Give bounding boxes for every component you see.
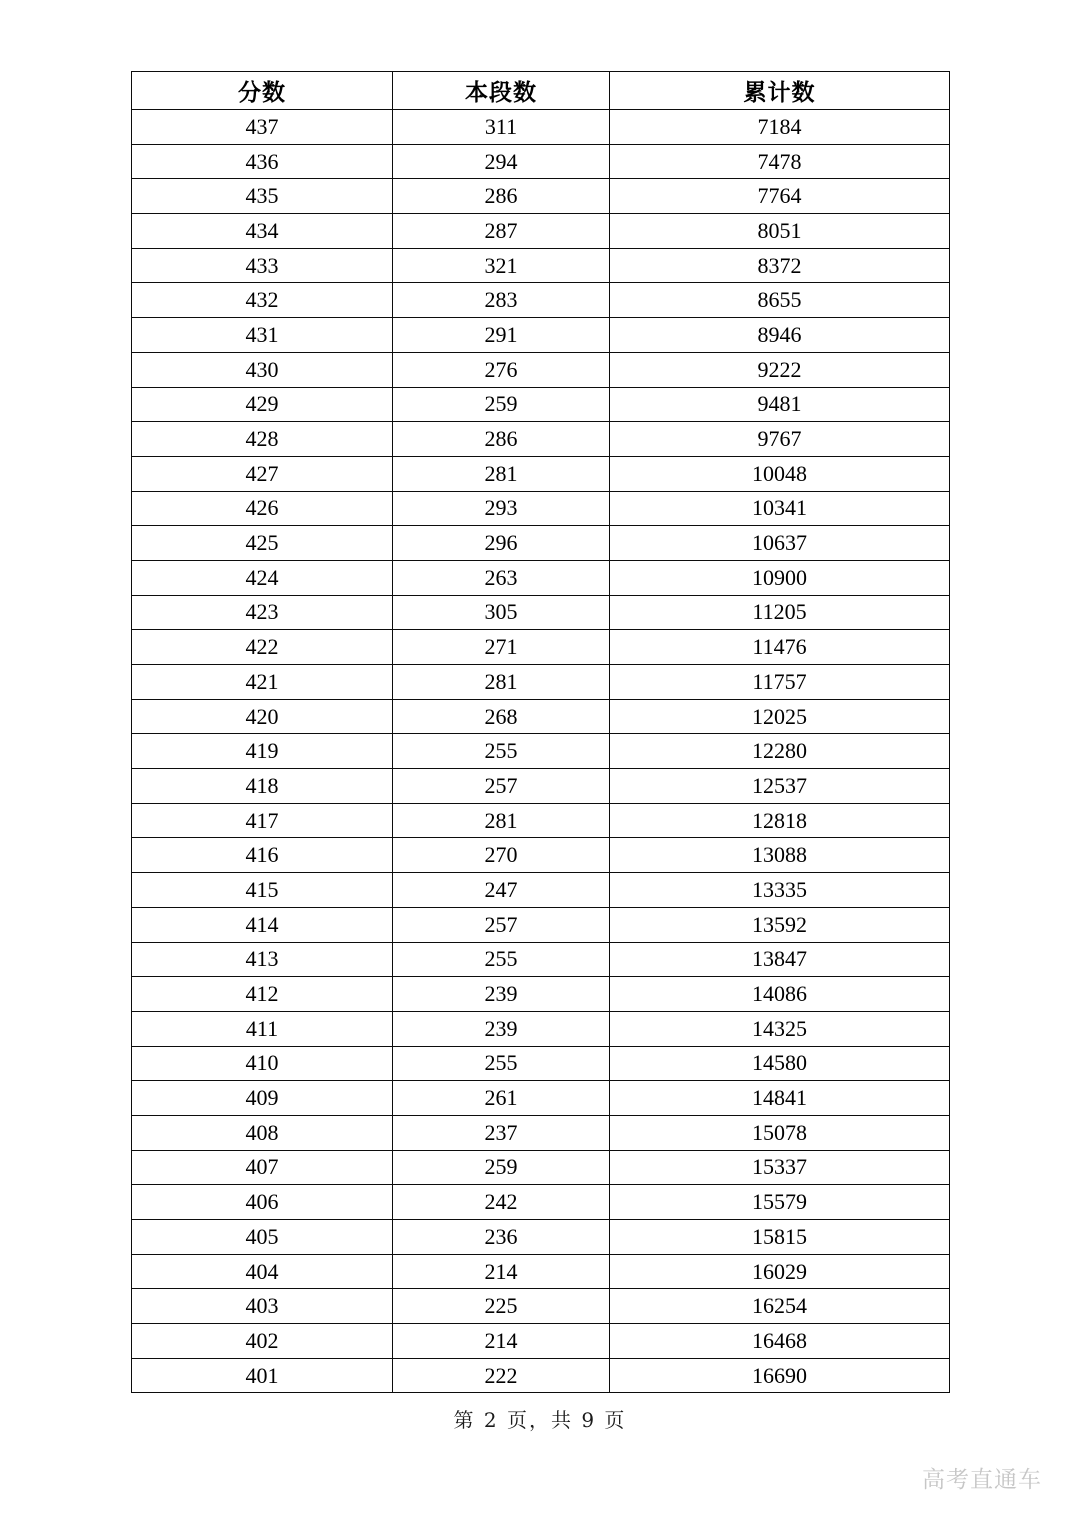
- table-row: [132, 769, 950, 804]
- cell-segment-count: 255: [393, 942, 610, 977]
- cell-segment-count: 293: [393, 491, 610, 526]
- table-row: [132, 595, 950, 630]
- table-row: [132, 942, 950, 977]
- cell-cumulative-count: 12025: [610, 699, 950, 734]
- cell-cumulative-count: 15815: [610, 1220, 950, 1255]
- cell-segment-count: 225: [393, 1289, 610, 1324]
- cell-score: 435: [132, 179, 393, 214]
- cell-segment-count: 296: [393, 526, 610, 561]
- cell-segment-count: 255: [393, 1046, 610, 1081]
- column-header-segment-count: 本段数: [393, 72, 610, 110]
- table-row: [132, 1150, 950, 1185]
- table-row: [132, 526, 950, 561]
- cell-cumulative-count: 11205: [610, 595, 950, 630]
- cell-score: 418: [132, 769, 393, 804]
- cell-score: 412: [132, 977, 393, 1012]
- cell-segment-count: 259: [393, 1150, 610, 1185]
- cell-cumulative-count: 14086: [610, 977, 950, 1012]
- cell-score: 436: [132, 144, 393, 179]
- cell-score: 420: [132, 699, 393, 734]
- table-row: [132, 144, 950, 179]
- cell-score: 413: [132, 942, 393, 977]
- cell-cumulative-count: 9222: [610, 352, 950, 387]
- cell-segment-count: 281: [393, 456, 610, 491]
- cell-segment-count: 283: [393, 283, 610, 318]
- cell-cumulative-count: 15579: [610, 1185, 950, 1220]
- cell-cumulative-count: 12280: [610, 734, 950, 769]
- table-row: [132, 907, 950, 942]
- cell-score: 429: [132, 387, 393, 422]
- cell-score: 422: [132, 630, 393, 665]
- table-row: [132, 248, 950, 283]
- cell-segment-count: 291: [393, 318, 610, 353]
- cell-score: 434: [132, 214, 393, 249]
- cell-segment-count: 242: [393, 1185, 610, 1220]
- table-row: [132, 456, 950, 491]
- cell-score: 401: [132, 1358, 393, 1393]
- cell-score: 407: [132, 1150, 393, 1185]
- cell-cumulative-count: 8655: [610, 283, 950, 318]
- cell-segment-count: 294: [393, 144, 610, 179]
- cell-score: 423: [132, 595, 393, 630]
- table-row: [132, 1220, 950, 1255]
- table-row: [132, 665, 950, 700]
- cell-score: 414: [132, 907, 393, 942]
- cell-cumulative-count: 13847: [610, 942, 950, 977]
- cell-cumulative-count: 10341: [610, 491, 950, 526]
- cell-segment-count: 239: [393, 977, 610, 1012]
- cell-score: 402: [132, 1324, 393, 1359]
- cell-score: 411: [132, 1011, 393, 1046]
- cell-segment-count: 287: [393, 214, 610, 249]
- cell-score: 427: [132, 456, 393, 491]
- table-row: [132, 699, 950, 734]
- cell-segment-count: 286: [393, 179, 610, 214]
- cell-segment-count: 214: [393, 1254, 610, 1289]
- cell-score: 406: [132, 1185, 393, 1220]
- table-row: [132, 422, 950, 457]
- cell-segment-count: 271: [393, 630, 610, 665]
- table-row: [132, 873, 950, 908]
- cell-score: 426: [132, 491, 393, 526]
- cell-segment-count: 286: [393, 422, 610, 457]
- cell-cumulative-count: 13335: [610, 873, 950, 908]
- cell-cumulative-count: 14325: [610, 1011, 950, 1046]
- table-row: [132, 1011, 950, 1046]
- cell-segment-count: 236: [393, 1220, 610, 1255]
- cell-segment-count: 311: [393, 110, 610, 145]
- table-row: [132, 1358, 950, 1393]
- cell-segment-count: 263: [393, 560, 610, 595]
- table-header: [132, 72, 950, 110]
- cell-cumulative-count: 14580: [610, 1046, 950, 1081]
- cell-score: 408: [132, 1115, 393, 1150]
- cell-score: 405: [132, 1220, 393, 1255]
- cell-cumulative-count: 7478: [610, 144, 950, 179]
- table-header-row: [132, 72, 950, 110]
- table-row: [132, 1046, 950, 1081]
- cell-segment-count: 257: [393, 769, 610, 804]
- cell-cumulative-count: 13592: [610, 907, 950, 942]
- cell-segment-count: 305: [393, 595, 610, 630]
- cell-cumulative-count: 11757: [610, 665, 950, 700]
- cell-cumulative-count: 16254: [610, 1289, 950, 1324]
- cell-score: 421: [132, 665, 393, 700]
- cell-segment-count: 281: [393, 803, 610, 838]
- cell-segment-count: 281: [393, 665, 610, 700]
- watermark-label: 高考直通车: [922, 1467, 1042, 1493]
- cell-segment-count: 268: [393, 699, 610, 734]
- cell-cumulative-count: 12818: [610, 803, 950, 838]
- cell-cumulative-count: 10637: [610, 526, 950, 561]
- cell-cumulative-count: 7764: [610, 179, 950, 214]
- table-body: [132, 110, 950, 1393]
- cell-cumulative-count: 7184: [610, 110, 950, 145]
- table-row: [132, 318, 950, 353]
- cell-score: 416: [132, 838, 393, 873]
- table-row: [132, 1115, 950, 1150]
- column-header-score: 分数: [132, 72, 393, 110]
- cell-score: 437: [132, 110, 393, 145]
- cell-score: 404: [132, 1254, 393, 1289]
- table-row: [132, 491, 950, 526]
- cell-score: 431: [132, 318, 393, 353]
- table-row: [132, 387, 950, 422]
- cell-segment-count: 239: [393, 1011, 610, 1046]
- cell-cumulative-count: 14841: [610, 1081, 950, 1116]
- cell-cumulative-count: 9481: [610, 387, 950, 422]
- cell-segment-count: 255: [393, 734, 610, 769]
- cell-score: 403: [132, 1289, 393, 1324]
- cell-score: 428: [132, 422, 393, 457]
- cell-segment-count: 237: [393, 1115, 610, 1150]
- cell-score: 433: [132, 248, 393, 283]
- cell-score: 415: [132, 873, 393, 908]
- table-row: [132, 110, 950, 145]
- score-distribution-table: [131, 71, 950, 1393]
- table-row: [132, 1254, 950, 1289]
- cell-segment-count: 261: [393, 1081, 610, 1116]
- cell-cumulative-count: 16690: [610, 1358, 950, 1393]
- cell-cumulative-count: 16029: [610, 1254, 950, 1289]
- cell-score: 432: [132, 283, 393, 318]
- cell-score: 425: [132, 526, 393, 561]
- cell-cumulative-count: 12537: [610, 769, 950, 804]
- cell-cumulative-count: 8051: [610, 214, 950, 249]
- table-row: [132, 352, 950, 387]
- cell-segment-count: 222: [393, 1358, 610, 1393]
- cell-segment-count: 214: [393, 1324, 610, 1359]
- cell-segment-count: 276: [393, 352, 610, 387]
- cell-cumulative-count: 13088: [610, 838, 950, 873]
- table-row: [132, 838, 950, 873]
- cell-cumulative-count: 15078: [610, 1115, 950, 1150]
- cell-cumulative-count: 10900: [610, 560, 950, 595]
- column-header-cumulative-count: 累计数: [610, 72, 950, 110]
- table-row: [132, 1081, 950, 1116]
- cell-cumulative-count: 9767: [610, 422, 950, 457]
- cell-cumulative-count: 11476: [610, 630, 950, 665]
- cell-cumulative-count: 15337: [610, 1150, 950, 1185]
- cell-cumulative-count: 8372: [610, 248, 950, 283]
- table-row: [132, 283, 950, 318]
- cell-segment-count: 247: [393, 873, 610, 908]
- cell-segment-count: 270: [393, 838, 610, 873]
- cell-score: 410: [132, 1046, 393, 1081]
- cell-segment-count: 257: [393, 907, 610, 942]
- cell-score: 430: [132, 352, 393, 387]
- table-row: [132, 560, 950, 595]
- cell-segment-count: 259: [393, 387, 610, 422]
- table-row: [132, 1185, 950, 1220]
- table-row: [132, 803, 950, 838]
- cell-cumulative-count: 10048: [610, 456, 950, 491]
- cell-cumulative-count: 16468: [610, 1324, 950, 1359]
- cell-score: 424: [132, 560, 393, 595]
- score-distribution-table-container: [131, 71, 949, 1393]
- table-row: [132, 734, 950, 769]
- cell-segment-count: 321: [393, 248, 610, 283]
- cell-cumulative-count: 8946: [610, 318, 950, 353]
- table-row: [132, 1324, 950, 1359]
- cell-score: 419: [132, 734, 393, 769]
- page-footer: 第 2 页，共 9 页: [453, 1408, 627, 1432]
- table-row: [132, 179, 950, 214]
- table-row: [132, 1289, 950, 1324]
- table-row: [132, 214, 950, 249]
- cell-score: 409: [132, 1081, 393, 1116]
- cell-score: 417: [132, 803, 393, 838]
- table-row: [132, 630, 950, 665]
- table-row: [132, 977, 950, 1012]
